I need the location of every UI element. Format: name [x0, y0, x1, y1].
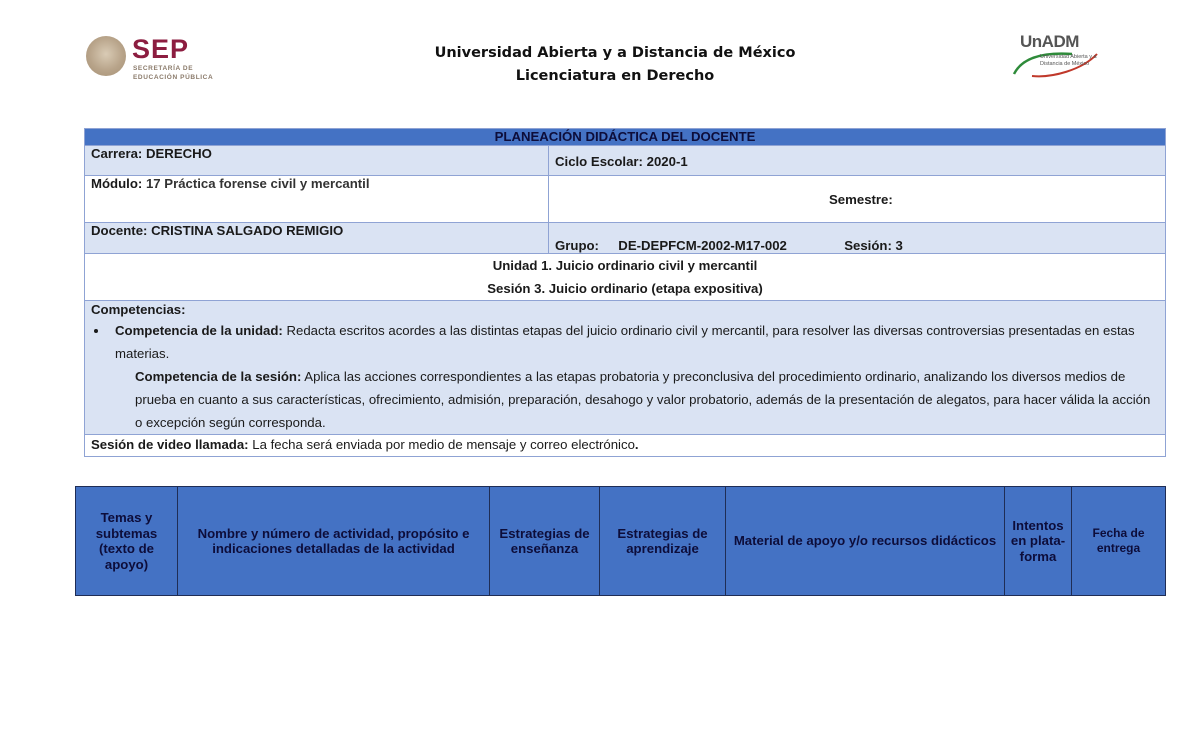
competencias-cell [85, 301, 1166, 435]
docente-row [85, 223, 1166, 254]
grupo-value: DE-DEPFCM-2002-M17-002 [618, 238, 787, 253]
sesion-number: Sesión: 3 [844, 238, 903, 253]
col-fecha: Fecha de entrega [1072, 487, 1166, 596]
competencia-unidad [109, 319, 1159, 365]
modulo-cell [85, 176, 549, 223]
col-intentos: Intentos en plata- forma [1005, 487, 1072, 596]
col-temas: Temas y subtemas (texto de apoyo) [76, 487, 178, 596]
unidad-row [85, 254, 1166, 301]
unadm-logo-word-b: ADM [1041, 32, 1079, 51]
unadm-logo [1012, 28, 1102, 78]
comp-unidad-text: Redacta escritos acordes a las distintas etapas del juicio ordinario civil y mercantil, para resolver las diversas controversias presentadas en estas materias. [115, 323, 1135, 361]
video-label: Sesión de video llamada: [91, 437, 249, 452]
competencias-row [85, 301, 1166, 435]
video-text: La fecha será enviada por medio de mensaje y correo electrónico [248, 437, 635, 452]
docente-cell: Docente: CRISTINA SALGADO REMIGIO [85, 223, 549, 254]
video-end: . [634, 437, 639, 452]
grupo-cell [549, 223, 1166, 254]
video-row [85, 435, 1166, 457]
modulo-row [85, 176, 1166, 223]
col-estrategias-aprendizaje: Estrategias de aprendizaje [600, 487, 726, 596]
sesion-title: Sesión 3. Juicio ordinario (etapa expositiva) [487, 281, 763, 296]
program-name: Licenciatura en Derecho [515, 68, 715, 84]
video-cell [85, 435, 1166, 457]
unidad-title: Unidad 1. Juicio ordinario civil y mercantil [492, 258, 758, 273]
carrera-cell: Carrera: DERECHO [85, 146, 549, 176]
carrera-row [85, 146, 1166, 176]
competencia-sesion [91, 365, 1159, 434]
col-material: Material de apoyo y/o recursos didácticos [726, 487, 1005, 596]
unadm-logo-subtitle: Universidad Abierta y a Distancia de México [1040, 54, 1097, 67]
col-actividad: Nombre y número de actividad, propósito e indicaciones detalladas de la actividad [178, 487, 490, 596]
comp-unidad-label: Competencia de la unidad: [115, 323, 283, 338]
activities-table [75, 486, 1166, 596]
semestre-cell: Semestre: [549, 176, 1166, 223]
competencias-heading: Competencias: [91, 302, 186, 317]
unidad-cell [85, 254, 1166, 301]
modulo-label: Módulo: [91, 176, 143, 191]
modulo-value: 17 Práctica forense civil y mercantil [145, 176, 370, 191]
ciclo-cell: Ciclo Escolar: 2020-1 [549, 146, 1166, 176]
mexico-seal-icon [86, 36, 126, 76]
document-header [400, 42, 830, 88]
activities-header-row [76, 487, 1166, 596]
grupo-label: Grupo: [555, 238, 599, 253]
sep-logo-line1: SECRETARÍA DE [133, 65, 194, 72]
planning-title: PLANEACIÓN DIDÁCTICA DEL DOCENTE [85, 129, 1166, 146]
sep-logo-line2: EDUCACIÓN PÚBLICA [133, 74, 214, 81]
sep-logo [86, 34, 216, 82]
comp-sesion-label: Competencia de la sesión: [135, 369, 302, 384]
planning-table [84, 128, 1166, 457]
university-name: Universidad Abierta y a Distancia de México [434, 45, 796, 61]
competencias-list [91, 319, 1159, 365]
comp-sesion-text: Aplica las acciones correspondientes a las etapas probatoria y preconclusiva del procedimiento ordinario, analizando los diversos medios de prueba en cuanto a sus características, ofrecimiento, admisión, preparación, desahogo y valor probatorio, además de la presentación de alegatos, para hacer válida la acción o excepción según corresponda. [135, 369, 1151, 430]
unadm-logo-word-a: Un [1020, 32, 1042, 51]
sep-logo-word: SEP [132, 34, 190, 64]
unadm-logo-word [1020, 32, 1079, 52]
planning-title-row [85, 129, 1166, 146]
col-estrategias-ensenanza: Estrategias de enseñanza [490, 487, 600, 596]
